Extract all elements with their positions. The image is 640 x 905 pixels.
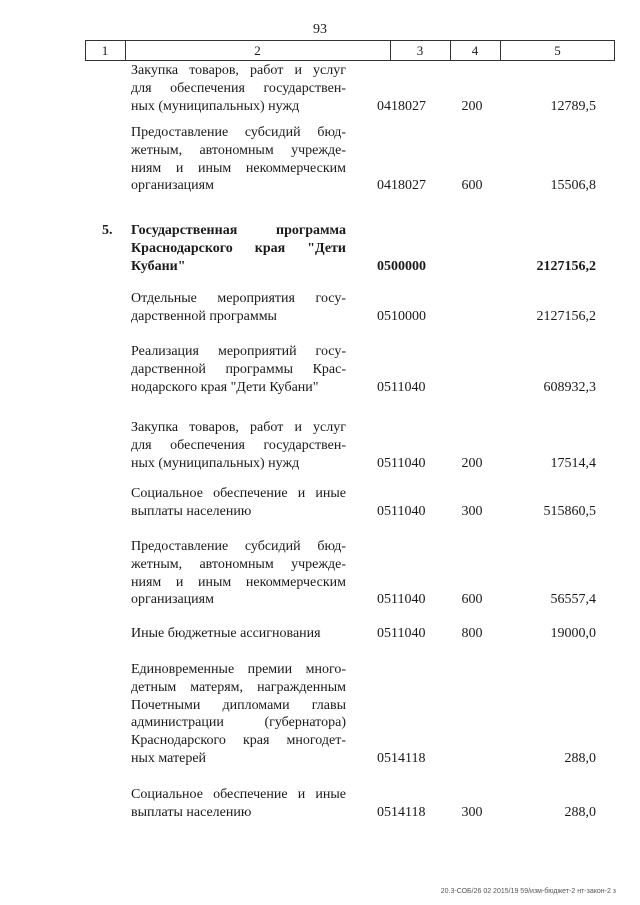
column-header-1: 1 bbox=[101, 43, 109, 58]
row-name-line: дарственной программы Крас- bbox=[131, 361, 346, 377]
row-code: 0510000 bbox=[377, 308, 426, 324]
row-name-line: для обеспечения государствен- bbox=[131, 80, 346, 96]
row-sum: 288,0 bbox=[564, 804, 596, 820]
row-sum: 288,0 bbox=[564, 751, 596, 766]
row-expense-type: 800 bbox=[461, 626, 483, 641]
row-name-line: нодарского края "Дети Кубани" bbox=[131, 379, 319, 395]
row-name-line: ных матерей bbox=[131, 750, 207, 766]
page-number: 93 bbox=[313, 22, 327, 37]
row-name bbox=[131, 419, 346, 472]
row-name bbox=[131, 625, 346, 643]
row-sum: 12789,5 bbox=[550, 98, 596, 114]
row-name bbox=[131, 786, 346, 822]
row-name-line: Почетными дипломами главы bbox=[131, 697, 346, 713]
row-name-line: ных (муниципальных) нужд bbox=[131, 455, 300, 471]
column-header-row bbox=[85, 40, 615, 61]
row-name-line: Единовременные премии много- bbox=[131, 662, 346, 677]
row-sum: 15506,8 bbox=[550, 178, 596, 194]
row-expense-type: 600 bbox=[461, 178, 483, 194]
row-name-line: Социальное обеспечение и иные bbox=[131, 787, 346, 802]
row-name-line: выплаты населению bbox=[131, 804, 252, 820]
row-expense-type: 300 bbox=[461, 503, 483, 519]
row-name-line: организациям bbox=[131, 178, 214, 194]
row-name bbox=[131, 485, 346, 521]
row-name-line: организациям bbox=[131, 592, 214, 608]
column-header-3: 3 bbox=[416, 43, 424, 58]
row-sum: 515860,5 bbox=[543, 503, 596, 519]
row-code: 0514118 bbox=[377, 804, 426, 820]
row-name-line: детным матерям, награжденным bbox=[131, 679, 346, 695]
row-name-line: Кубани" bbox=[131, 258, 186, 274]
row-sum: 17514,4 bbox=[550, 455, 596, 471]
row-name-line: Закупка товаров, работ и услуг bbox=[131, 63, 346, 78]
footer-document-id: 20.3-СОБ/26 02 2015/19 59/изм-бюджет-2 нт-закон-2 з bbox=[440, 888, 616, 895]
row-name-line: жетным, автономным учрежде- bbox=[131, 142, 346, 158]
row-name-line: ниям и иным некоммерческим bbox=[131, 160, 346, 176]
row-sum: 608932,3 bbox=[543, 379, 596, 395]
row-code: 0418027 bbox=[377, 178, 426, 194]
row-name-line: Отдельные мероприятия госу- bbox=[131, 291, 346, 306]
row-name-line: выплаты населению bbox=[131, 503, 252, 519]
row-expense-type: 600 bbox=[461, 592, 483, 608]
row-name bbox=[131, 62, 346, 115]
row-name-line: Социальное обеспечение и иные bbox=[131, 486, 346, 501]
row-name-line: Предоставление субсидий бюд- bbox=[131, 125, 346, 140]
row-name-line: Закупка товаров, работ и услуг bbox=[131, 420, 346, 435]
row-code: 0511040 bbox=[377, 626, 426, 641]
row-sum: 2127156,2 bbox=[536, 258, 596, 274]
row-name-line: ных (муниципальных) нужд bbox=[131, 98, 300, 114]
column-header-2: 2 bbox=[254, 43, 261, 58]
column-header-5: 5 bbox=[554, 43, 561, 58]
row-sum: 56557,4 bbox=[550, 592, 596, 608]
row-name-line: Иные бюджетные ассигнования bbox=[131, 626, 321, 641]
row-name bbox=[131, 124, 346, 195]
column-header-4: 4 bbox=[471, 43, 479, 58]
row-sum: 19000,0 bbox=[550, 626, 596, 641]
row-code: 0511040 bbox=[377, 379, 426, 395]
row-name bbox=[131, 661, 346, 768]
row-name-line: для обеспечения государствен- bbox=[131, 437, 346, 453]
row-code: 0511040 bbox=[377, 592, 426, 608]
row-expense-type: 200 bbox=[461, 98, 483, 114]
row-name bbox=[131, 222, 346, 275]
row-name-line: ниям и иным некоммерческим bbox=[131, 574, 346, 590]
row-number: 5. bbox=[102, 223, 113, 238]
row-name-line: Государственная программа bbox=[131, 223, 346, 238]
row-name-line: Краснодарского края "Дети bbox=[131, 240, 346, 256]
row-name-line: Реализация мероприятий госу- bbox=[131, 344, 346, 359]
row-name-line: администрации (губернатора) bbox=[131, 715, 346, 731]
row-code: 0418027 bbox=[377, 98, 426, 114]
row-name bbox=[131, 343, 346, 396]
row-name-line: Предоставление субсидий бюд- bbox=[131, 539, 346, 554]
row-name bbox=[131, 538, 346, 609]
row-code: 0500000 bbox=[377, 258, 426, 274]
row-name-line: Краснодарского края многодет- bbox=[131, 733, 346, 749]
row-name-line: дарственной программы bbox=[131, 308, 277, 324]
row-name-line: жетным, автономным учрежде- bbox=[131, 556, 346, 572]
row-name bbox=[131, 290, 346, 326]
row-code: 0511040 bbox=[377, 455, 426, 471]
row-code: 0514118 bbox=[377, 751, 426, 766]
row-sum: 2127156,2 bbox=[536, 308, 596, 324]
row-code: 0511040 bbox=[377, 503, 426, 519]
row-expense-type: 200 bbox=[461, 455, 483, 471]
row-expense-type: 300 bbox=[461, 804, 483, 820]
